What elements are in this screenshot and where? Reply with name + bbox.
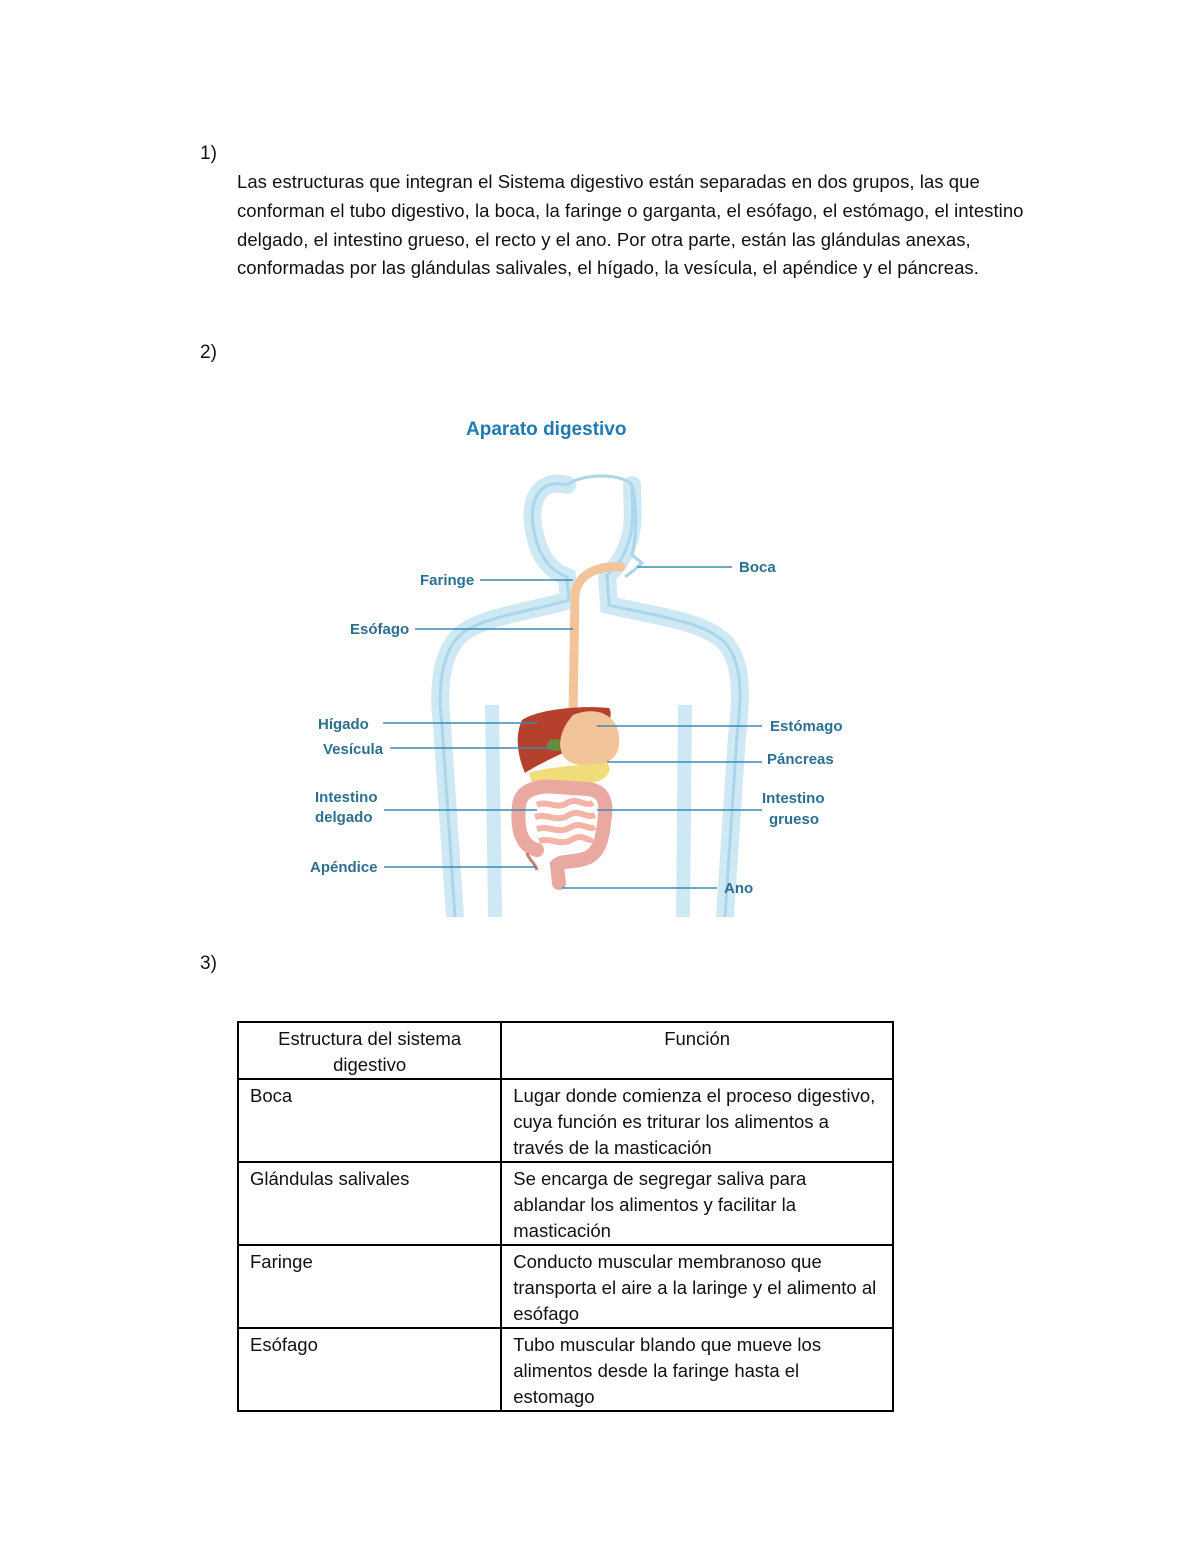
cell-function: Se encarga de segregar saliva para ablandar los alimentos y facilitar la masticación [501, 1162, 893, 1245]
label-faringe: Faringe [420, 572, 475, 589]
header-function: Función [501, 1022, 893, 1079]
label-estomago: Estómago [770, 718, 843, 735]
header-structure: Estructura del sistema digestivo [238, 1022, 501, 1079]
diagram-title: Aparato digestivo [466, 419, 627, 440]
label-intestino-grueso-2: grueso [769, 811, 820, 828]
table-row [238, 1245, 893, 1328]
label-intestino-delgado-1: Intestino [315, 789, 378, 806]
table-header-row [238, 1022, 893, 1079]
label-boca: Boca [739, 559, 776, 576]
cell-function: Tubo muscular blando que mueve los alimentos desde la faringe hasta el estomago [501, 1328, 893, 1411]
diagram-svg [237, 405, 859, 917]
table-row [238, 1079, 893, 1162]
label-ano: Ano [724, 880, 754, 897]
cell-structure: Esófago [238, 1328, 501, 1411]
section-number-3: 3) [200, 953, 217, 974]
section-number-1: 1) [200, 143, 217, 164]
table-row [238, 1328, 893, 1411]
cell-structure: Boca [238, 1079, 501, 1162]
cell-function: Lugar donde comienza el proceso digestivo, cuya función es triturar los alimentos a través de la masticación [501, 1079, 893, 1162]
cell-structure: Glándulas salivales [238, 1162, 501, 1245]
digestive-system-diagram [237, 405, 859, 917]
large-intestine-shape [518, 787, 605, 883]
section-number-2: 2) [200, 342, 217, 363]
cell-structure: Faringe [238, 1245, 501, 1328]
label-vesicula: Vesícula [323, 741, 384, 758]
small-intestine-shape [535, 801, 595, 842]
label-higado: Hígado [318, 716, 369, 733]
label-intestino-grueso-1: Intestino [762, 790, 825, 807]
table-row [238, 1162, 893, 1245]
functions-table [237, 1021, 894, 1412]
cell-function: Conducto muscular membranoso que transporta el aire a la laringe y el alimento al esófago [501, 1245, 893, 1328]
label-apendice: Apéndice [310, 859, 378, 876]
label-esofago: Esófago [350, 621, 410, 638]
label-pancreas: Páncreas [767, 751, 834, 768]
label-intestino-delgado-2: delgado [315, 809, 373, 826]
intro-paragraph: Las estructuras que integran el Sistema digestivo están separadas en dos grupos, las que conforman el tubo digestivo, la boca, la faringe o garganta, el esófago, el estómago, el intestino delgado, el intestino grueso, el recto y el ano. Por otra parte, están las glándulas anexas, conformadas por las glándulas salivales, el hígado, la vesícula, el apéndice y el páncreas. [237, 171, 1024, 279]
